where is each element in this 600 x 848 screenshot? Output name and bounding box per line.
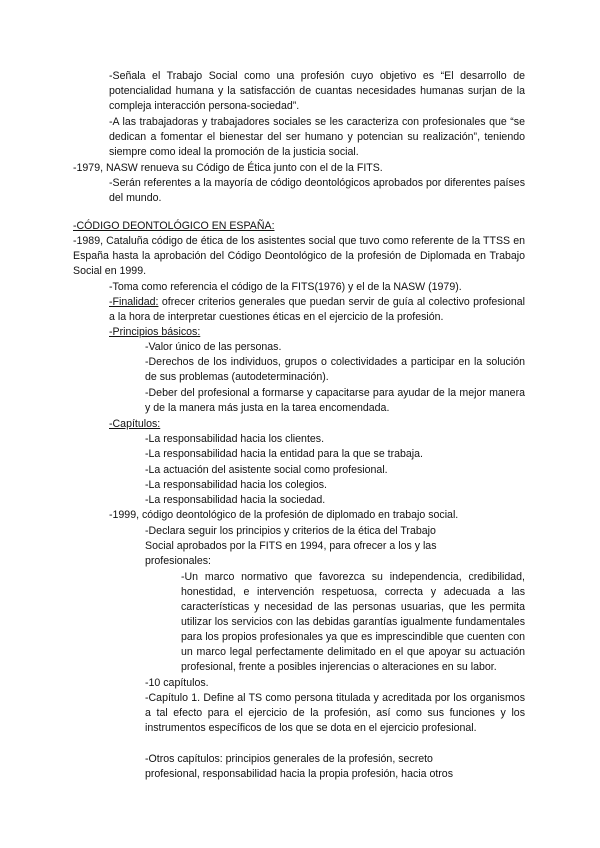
principio-item: -Deber del profesional a formarse y capacitarse para ayudar de la mejor manera y de la manera más justa en la tarea encomendada. — [145, 387, 525, 414]
capitulo-item: -La actuación del asistente social como profesional. — [145, 464, 388, 476]
paragraph-toma-referencia: -Toma como referencia el código de la FITS(1976) y el de la NASW (1979). — [109, 281, 462, 293]
paragraph-otros-capitulos — [145, 752, 475, 782]
paragraph-10-capitulos: -10 capítulos. — [145, 677, 209, 689]
capitulo-item: -La responsabilidad hacia los clientes. — [145, 433, 325, 445]
paragraph-1999-codigo: -1999, código deontológico de la profesión de diplomado en trabajo social. — [109, 509, 459, 521]
principio-item: -Derechos de los individuos, grupos o colectividades a participar en la solución de sus problemas (autodeterminación). — [145, 356, 525, 383]
principio-item: -Valor único de las personas. — [145, 341, 282, 353]
text-line: -Declara seguir los principios y criterios de la ética del Trabajo — [145, 525, 436, 537]
finalidad-label: -Finalidad: — [109, 296, 159, 308]
capitulos-heading: -Capítulos: — [109, 418, 161, 430]
capitulo-item: -La responsabilidad hacia la entidad para la que se trabaja. — [145, 448, 423, 460]
principios-label: -Principios básicos: — [109, 326, 201, 338]
paragraph-1989-cataluna: -1989, Cataluña código de ética de los asistentes social que tuvo como referente de la TTSS en España hasta la aprobación del Código Deontológico de la profesión de Diplomada en Trabajo Social en 1999. — [73, 235, 525, 277]
paragraph-referentes: -Serán referentes a la mayoría de código deontológicos aprobados por diferentes países del mundo. — [109, 177, 525, 204]
finalidad-text: ofrecer criterios generales que puedan servir de guía al colectivo profesional a la hora de interpretar cuestiones éticas en el ejercicio de la profesión. — [109, 296, 525, 323]
section-heading-codigo-espana: -CÓDIGO DEONTOLÓGICO EN ESPAÑA: — [73, 220, 275, 232]
capitulo-item: -La responsabilidad hacia los colegios. — [145, 479, 327, 491]
text-line: profesional, responsabilidad hacia la propia profesión, hacia otros — [145, 768, 453, 780]
paragraph-caracterizacion-profesionales: -A las trabajadoras y trabajadores sociales se les caracteriza con profesionales que “se dedican a fomentar el bienestar del ser humano y potencian su realización”, teniendo siempre como ideal la promoción de la justicia social. — [109, 116, 525, 158]
paragraph-marco-normativo: -Un marco normativo que favorezca su independencia, credibilidad, honestidad, e intervención respetuosa, correcta y adecuada a las características y necesidad de las personas usuarias, que les permita utilizar los servicios con las debidas garantías igualmente fundamentales para los propios profesionales ya que es imprescindible que cuenten con un marco legal perfectamente delimitado en el que apoyar su actuación profesional, frente a posibles injerencias o alteraciones en su labor. — [181, 571, 525, 673]
text-line: -Otros capítulos: principios generales de la profesión, secreto — [145, 753, 433, 765]
text-line: Social aprobados por la FITS en 1994, para ofrecer a los y las — [145, 540, 437, 552]
paragraph-declara-seguir — [145, 524, 475, 569]
principios-heading — [109, 325, 525, 340]
paragraph-finalidad — [109, 295, 525, 325]
paragraph-1979-nasw: -1979, NASW renueva su Código de Ética junto con el de la FITS. — [73, 162, 383, 174]
paragraph-capitulo-1: -Capítulo 1. Define al TS como persona titulada y acreditada por los organismos a tal efecto para el ejercicio de la profesión, así como sus funciones y los instrumentos específicos de los que se dota en el ejercicio profesional. — [145, 692, 525, 734]
text-line: profesionales: — [145, 555, 211, 567]
paragraph-trabajo-social-objetivo: -Señala el Trabajo Social como una profesión cuyo objetivo es “El desarrollo de potencialidad humana y la satisfacción de cuantas necesidades humanas surjan de la compleja interacción persona-sociedad”. — [109, 70, 525, 112]
capitulo-item: -La responsabilidad hacia la sociedad. — [145, 494, 326, 506]
